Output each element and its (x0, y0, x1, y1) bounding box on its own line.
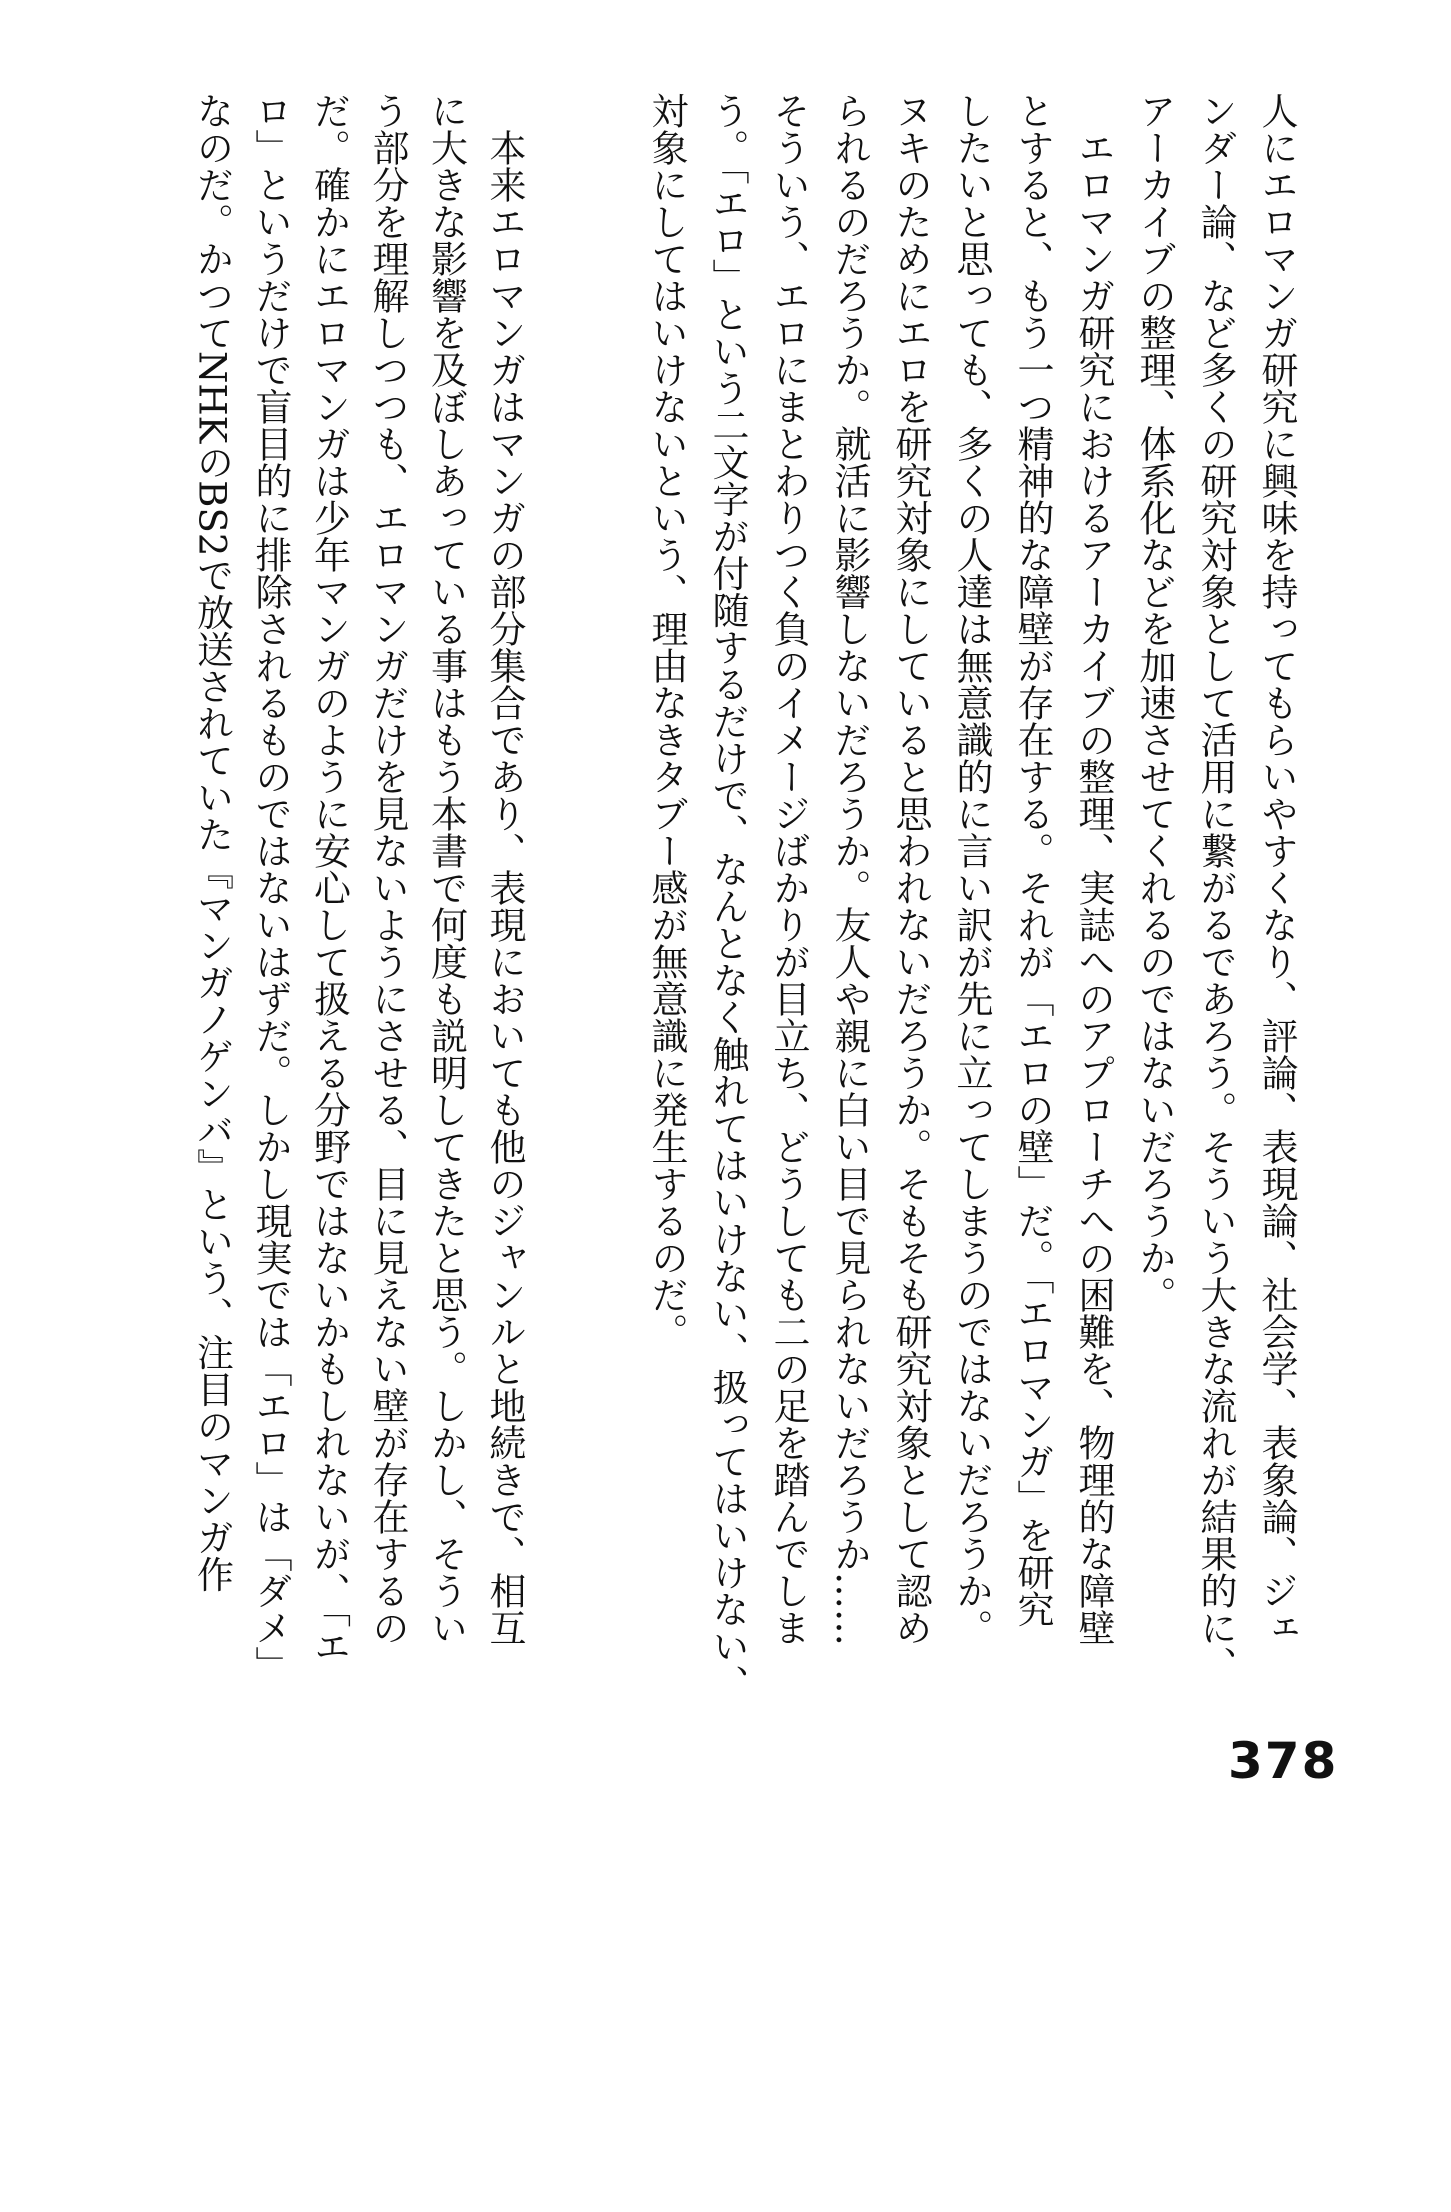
text-line: ンダー論、など多くの研究対象として活用に繋がるであろう。そういう大きな流れが結果的に、 (1194, 92, 1237, 1683)
text-line: アーカイブの整理、体系化などを加速させてくれるのではないだろうか。 (1133, 92, 1176, 1313)
text-block-1 (636, 92, 1307, 1702)
text-line: う。「エロ」という二文字が付随するだけで、なんとなく触れてはいけない、扱ってはいけない、 (706, 92, 749, 1702)
text-line: とすると、もう一つ精神的な障壁が存在する。それが「エロの壁」だ。「エロマンガ」を研究 (1011, 92, 1054, 1628)
text-line: そういう、エロにまとわりつく負のイメージばかりが目立ち、どうしても二の足を踏んでしま (767, 92, 810, 1646)
text-line: 人にエロマンガ研究に興味を持ってもらいやすくなり、評論、表現論、社会学、表象論、ジェ (1255, 92, 1298, 1646)
text-line: だ。確かにエロマンガは少年マンガのように安心して扱える分野ではないかもしれないが、「エ (307, 92, 351, 1665)
text-line: ヌキのためにエロを研究対象にしていると思われないだろうか。そもそも研究対象として認め (889, 92, 932, 1646)
text-line: られるのだろうか。就活に影響しないだろうか。友人や親に白い目で見られないだろうか…… (828, 92, 871, 1646)
text-line: したいと思っても、多くの人達は無意識的に言い訳が先に立ってしまうのではないだろうか。 (950, 92, 993, 1646)
text-line: 対象にしてはいけないという、理由なきタブー感が無意識に発生するのだ。 (645, 92, 688, 1350)
text-line: エロマンガ研究におけるアーカイブの整理、実誌へのアプローチへの困難を、物理的な障壁 (1072, 92, 1115, 1646)
text-line: ロ」というだけで盲目的に排除されるものではないはずだ。しかし現実では「エロ」は「ダメ」 (249, 92, 292, 1683)
text-block-2 (182, 92, 533, 1683)
page-number: 378 (1228, 1732, 1339, 1790)
text-line: 本来エロマンガはマンガの部分集合であり、表現においても他のジャンルと地続きで、相互 (483, 92, 526, 1646)
text-line: う部分を理解しつつも、エロマンガだけを見ないようにさせる、目に見えない壁が存在するの (366, 92, 409, 1646)
text-line: に大きな影響を及ぼしあっている事はもう本書で何度も説明してきたと思う。しかし、そうい (424, 92, 468, 1646)
text-line: なのだ。かつてNHKのBS2で放送されていた『マンガノゲンバ』という、注目のマンガ作 (190, 92, 234, 1593)
